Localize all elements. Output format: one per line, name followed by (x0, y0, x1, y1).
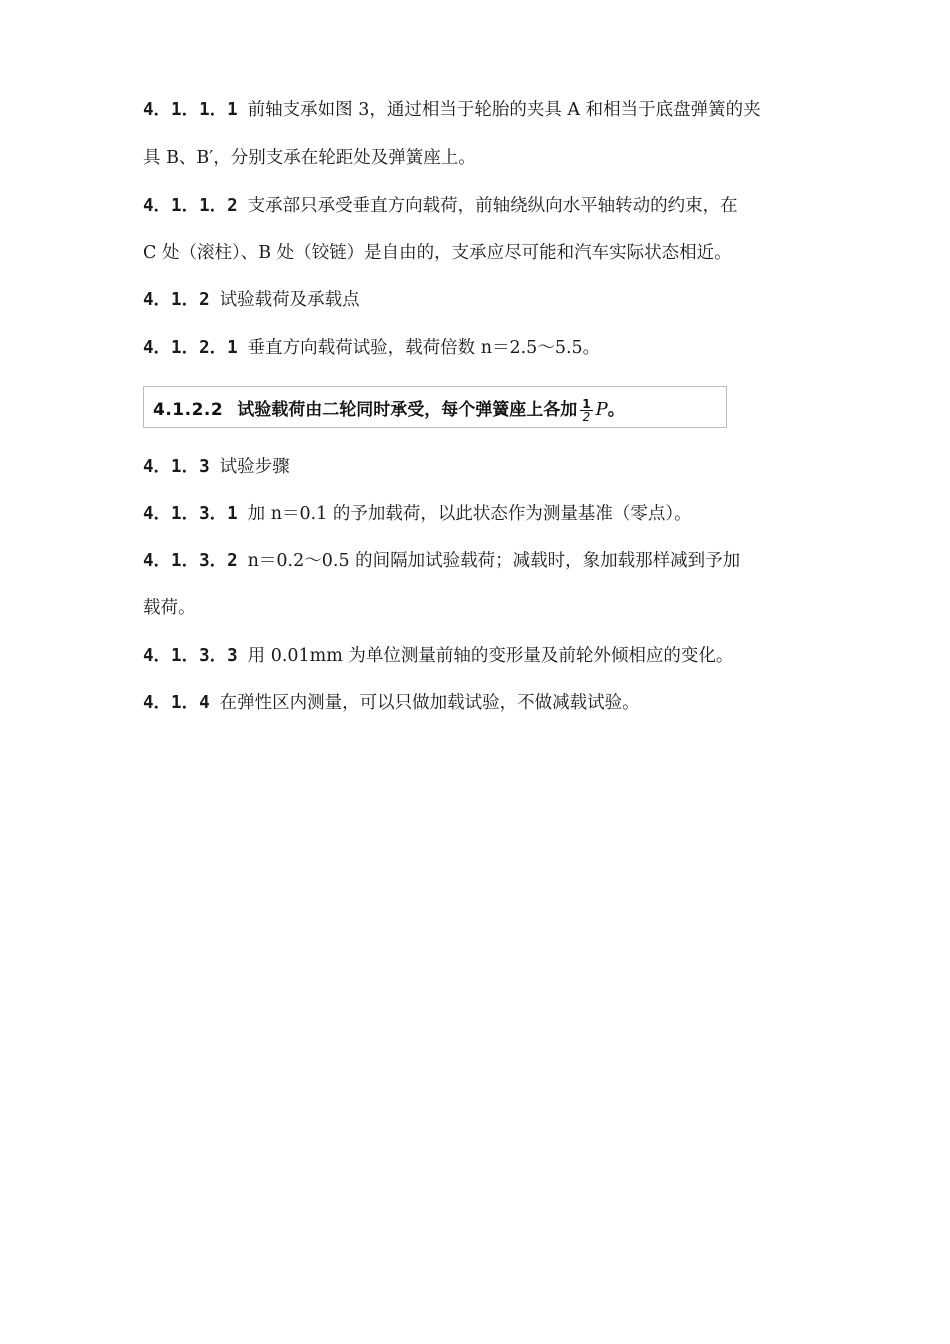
paragraph-4-1-2-1 (143, 336, 600, 360)
section-number: 4．1．2．1 (143, 338, 238, 358)
paragraph-text: 用 0.01mm 为单位测量前轴的变形量及前轮外倾相应的变化。 (247, 646, 734, 666)
heading-4-1-3 (143, 455, 290, 479)
section-number: 4．1．4 (143, 693, 210, 713)
section-number: 4．1．2 (143, 290, 210, 310)
heading-4-1-2 (143, 288, 360, 312)
section-number: 4．1．1．1 (143, 100, 238, 120)
paragraph-text: 试验载荷由二轮同时承受，每个弹簧座上各加 (237, 400, 578, 420)
section-number: 4．1．3．2 (143, 551, 238, 571)
paragraph-continuation (143, 241, 732, 265)
paragraph-4-1-3-2 (143, 549, 740, 573)
section-number: 4.1.2.2 (153, 400, 224, 420)
fraction-denominator: 2 (582, 409, 591, 424)
paragraph-4-1-3-3 (143, 644, 733, 668)
end-punctuation: 。 (607, 400, 625, 420)
paragraph-continuation (143, 146, 476, 170)
paragraph-text: 具 B、B′，分别支承在轮距处及弹簧座上。 (143, 148, 476, 168)
paragraph-4-1-1-1 (143, 98, 761, 122)
paragraph-text: 加 n＝0.1 的予加载荷，以此状态作为测量基准（零点）。 (247, 504, 692, 524)
paragraph-continuation (143, 596, 196, 620)
paragraph-text: 在弹性区内测量，可以只做加载试验，不做减载试验。 (219, 693, 640, 713)
paragraph-text: n＝0.2～0.5 的间隔加试验载荷；减载时，象加载那样减到予加 (247, 551, 741, 571)
fraction (580, 398, 592, 423)
fraction-numerator: 1 (582, 396, 591, 411)
paragraph-text: 前轴支承如图 3，通过相当于轮胎的夹具 A 和相当于底盘弹簧的夹 (247, 100, 761, 120)
scanned-paragraph-4-1-2-2 (143, 386, 727, 428)
section-number: 4．1．3．3 (143, 646, 238, 666)
paragraph-text: C 处（滚柱）、B 处（铰链）是自由的，支承应尽可能和汽车实际状态相近。 (143, 243, 732, 263)
paragraph-text: 载荷。 (143, 598, 196, 618)
paragraph-4-1-3-1 (143, 502, 692, 526)
paragraph-4-1-1-2 (143, 194, 738, 218)
section-number: 4．1．1．2 (143, 196, 238, 216)
paragraph-4-1-4 (143, 691, 640, 715)
section-number: 4．1．3．1 (143, 504, 238, 524)
paragraph-text: 支承部只承受垂直方向载荷，前轴绕纵向水平轴转动的约束，在 (247, 196, 738, 216)
heading-text: 试验载荷及承载点 (219, 290, 360, 310)
heading-text: 试验步骤 (219, 457, 290, 477)
section-number: 4．1．3 (143, 457, 210, 477)
paragraph-text: 垂直方向载荷试验，载荷倍数 n＝2.5～5.5。 (247, 338, 601, 358)
variable-p: P (595, 399, 608, 420)
